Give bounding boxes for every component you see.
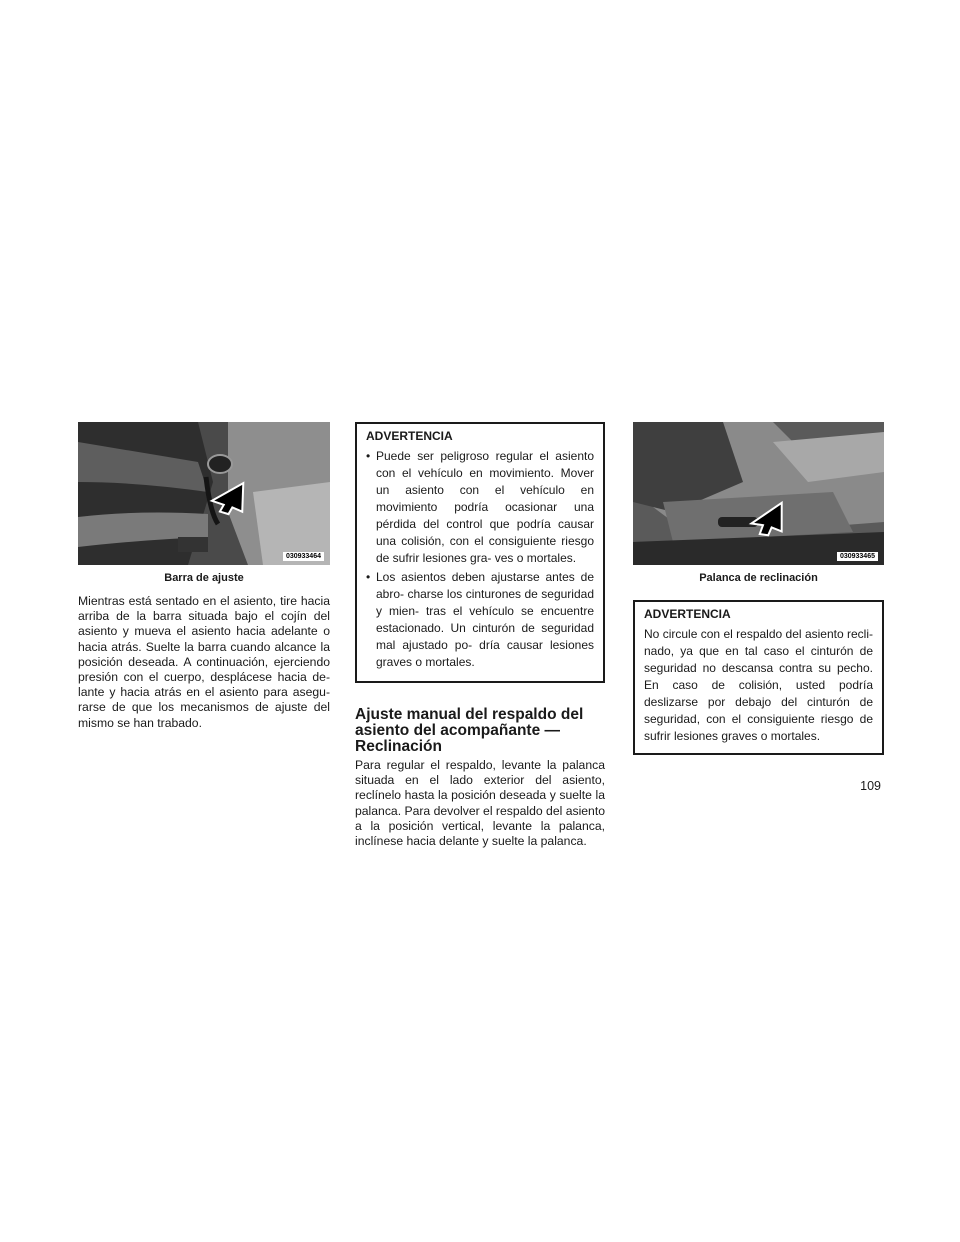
column-middle <box>355 422 605 849</box>
image-id-label: 030933465 <box>837 552 878 561</box>
warning-text: No circule con el respaldo del asiento recli- nado, ya que en tal caso el cinturón de seguridad no descansa contra su pecho. En caso de colisión, usted podría deslizarse por debajo del cinturón de seguridad, con el consiguiente riesgo de sufrir lesiones graves o mortales. <box>644 627 873 743</box>
column-left <box>78 422 330 731</box>
warning-item <box>366 569 594 671</box>
arrow-icon <box>78 422 330 565</box>
bullet-icon: • <box>366 449 371 463</box>
warning-title: ADVERTENCIA <box>366 429 453 443</box>
arrow-icon <box>633 422 884 565</box>
warning-item-text: Los asientos deben ajustarse antes de abro- charse los cinturones de seguridad y mien- tras el vehículo se encuentre estacionado. Un cinturón de seguridad mal ajustado po- dría causar lesiones graves o mortales. <box>376 570 594 669</box>
warning-item-text: Puede ser peligroso regular el asiento con el vehículo en movimiento. Mover un asiento con el vehículo en movimiento podría ocasionar una pérdida del control que podría causar una colisión, con el consiguiente riesgo de sufrir lesiones gra- ves o mortales. <box>376 449 594 565</box>
image-id-label: 030933464 <box>283 552 324 561</box>
seat-adjust-bar-photo <box>78 422 330 565</box>
figure-caption: Barra de ajuste <box>164 572 244 584</box>
warning-box <box>355 422 605 683</box>
page-number: 109 <box>860 779 881 793</box>
warning-box <box>633 600 884 755</box>
warning-item <box>366 448 594 567</box>
warning-title: ADVERTENCIA <box>644 607 731 621</box>
column-right <box>633 422 884 755</box>
body-paragraph: Para regular el respaldo, levante la palanca situada en el lado exterior del asiento, reclínelo hasta la posición deseada y suelte la palanca. Para devolver el respaldo del asiento a la posición vertical, levante la palanca, inclínese hacia delante y suelte la palanca. <box>355 758 606 849</box>
body-paragraph: Mientras está sentado en el asiento, tire hacia arriba de la barra situada bajo el cojín del asiento y mueva el asiento hacia adelante o hacia atrás. Suelte la barra cuando alcance la posición deseada. A continuación, ejerciendo presión con el cuerpo, desplácese hacia de- lante y hacia atrás en el asiento para asegu- rarse de que los mecanismos de ajuste del mismo se han trabado. <box>78 594 330 730</box>
figure-caption: Palanca de reclinación <box>699 572 818 584</box>
recline-lever-photo <box>633 422 884 565</box>
warning-list <box>366 448 594 671</box>
bullet-icon: • <box>366 570 371 584</box>
section-heading: Ajuste manual del respaldo del asiento del acompañante — Reclinación <box>355 706 584 755</box>
